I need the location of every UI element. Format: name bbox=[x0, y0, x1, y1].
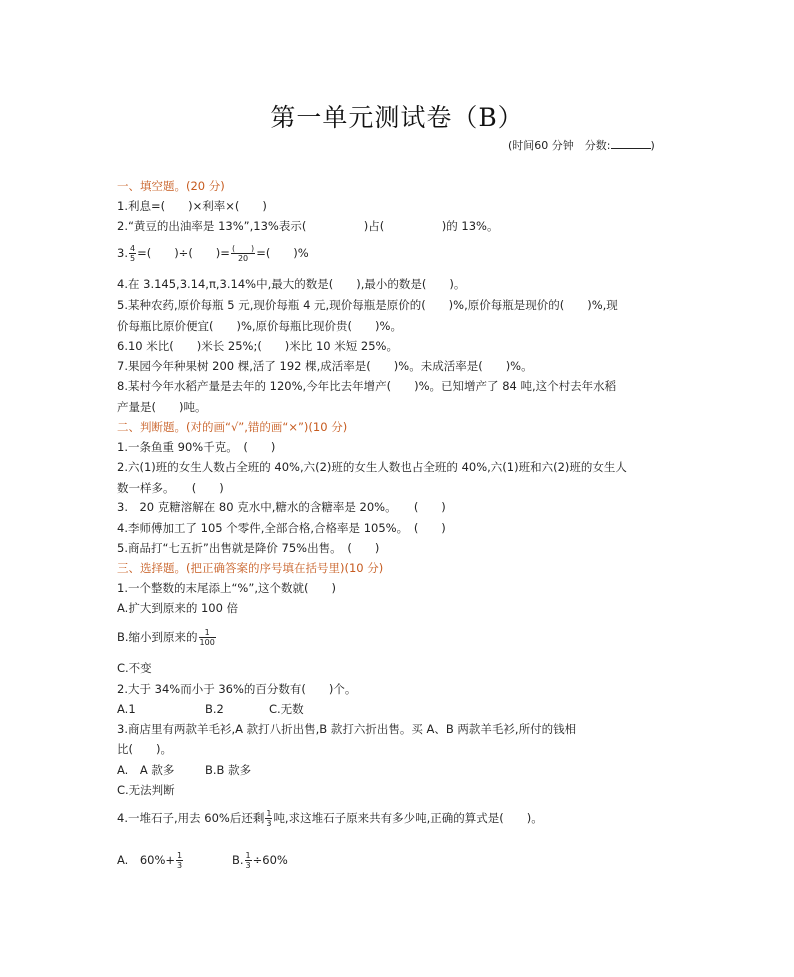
fraction: $\frac{1}{3}$ bbox=[177, 851, 183, 870]
fill-q4: 4.在 3.145,3.14,π,3.14%中,最大的数是( ),最小的数是( )。 bbox=[117, 277, 466, 291]
score-blank bbox=[611, 137, 651, 149]
fraction: $\frac{4}{5}$ bbox=[129, 244, 136, 263]
section-fill-heading: 一、填空题。(20 分) bbox=[117, 179, 225, 193]
fraction: $\frac{1}{3}$ bbox=[266, 809, 272, 828]
exam-meta bbox=[508, 137, 655, 153]
choice-q3-line1: 3.商店里有两款羊毛衫,A 款打八折出售,B 款打六折出售。买 A、B 两款羊毛衫,所付的钱相 bbox=[117, 722, 577, 736]
fraction: $\frac{1}{3}$ bbox=[245, 851, 251, 870]
fill-q3: 3. $\frac{4}{5}$ =( )÷( )= $\frac{( )}{20}$ =( )% bbox=[117, 244, 309, 263]
choice-q1: 1.一个整数的末尾添上“%”,这个数就( ) bbox=[117, 581, 336, 595]
fill-q7: 7.果园今年种果树 200 棵,活了 192 棵,成活率是( )%。未成活率是( )%。 bbox=[117, 359, 533, 373]
option-c: C.无数 bbox=[269, 702, 304, 716]
fill-q2: 2.“黄豆的出油率是 13%”,13%表示( )占( )的 13%。 bbox=[117, 219, 499, 233]
judge-q5: 5.商品打“七五折”出售就是降价 75%出售。 ( ) bbox=[117, 541, 380, 555]
choice-q4-options bbox=[117, 847, 288, 873]
fill-q5-line2: 价每瓶比原价便宜( )%,原价每瓶比现价贵( )%。 bbox=[117, 319, 402, 333]
judge-q2-line1: 2.六(1)班的女生人数占全班的 40%,六(2)班的女生人数也占全班的 40%,六(1)班和六(2)班的女生人 bbox=[117, 460, 627, 474]
choice-q2: 2.大于 34%而小于 36%的百分数有( )个。 bbox=[117, 682, 357, 696]
section-choice-heading: 三、选择题。(把正确答案的序号填在括号里)(10 分) bbox=[117, 561, 384, 575]
choice-q1-option-b: B.缩小到原来的 $\frac{1}{100}$ bbox=[117, 628, 215, 647]
time-score-label: (时间60 分钟 分数: bbox=[508, 139, 611, 152]
fill-q1: 1.利息=( )×利率×( ) bbox=[117, 199, 267, 213]
meta-close: ) bbox=[650, 139, 655, 152]
option-a: A.1 bbox=[117, 702, 136, 716]
option-b: B.2 bbox=[205, 702, 224, 716]
fill-q8-line1: 8.某村今年水稻产量是去年的 120%,今年比去年增产( )%。已知增产了 84 吨,这个村去年水稻 bbox=[117, 379, 617, 393]
choice-q3-option-c: C.无法判断 bbox=[117, 783, 175, 797]
judge-q2-line2: 数一样多。 ( ) bbox=[117, 481, 224, 495]
judge-q1: 1.一条鱼重 90%千克。 ( ) bbox=[117, 440, 276, 454]
fill-q6: 6.10 米比( )米长 25%;( )米比 10 米短 25%。 bbox=[117, 339, 398, 353]
choice-q3-options bbox=[117, 763, 251, 777]
choice-q1-option-a: A.扩大到原来的 100 倍 bbox=[117, 601, 239, 615]
option-b: B.B 款多 bbox=[205, 763, 252, 777]
fraction: $\frac{1}{100}$ bbox=[199, 628, 215, 647]
choice-q2-options bbox=[117, 702, 304, 716]
choice-q4: 4.一堆石子,用去 60%后还剩 $\frac{1}{3}$ 吨,求这堆石子原来共有多少吨,正确的算式是( )。 bbox=[117, 809, 543, 828]
judge-q4: 4.李师傅加工了 105 个零件,全部合格,合格率是 105%。 ( ) bbox=[117, 521, 446, 535]
choice-q1-option-c: C.不变 bbox=[117, 661, 152, 675]
option-b: B. $\frac{1}{3}$ ÷60% bbox=[232, 851, 288, 870]
choice-q3-line2: 比( )。 bbox=[117, 742, 172, 756]
option-a: A. 60%+ $\frac{1}{3}$ bbox=[117, 851, 183, 870]
option-a: A. A 款多 bbox=[117, 763, 175, 777]
judge-q3: 3. 20 克糖溶解在 80 克水中,糖水的含糖率是 20%。 ( ) bbox=[117, 500, 446, 514]
page-title: 第一单元测试卷（B） bbox=[270, 103, 524, 132]
section-judge-heading: 二、判断题。(对的画“√”,错的画“×”)(10 分) bbox=[117, 420, 348, 434]
fraction: $\frac{( )}{20}$ bbox=[231, 244, 255, 263]
fill-q5-line1: 5.某种农药,原价每瓶 5 元,现价每瓶 4 元,现价每瓶是原价的( )%,原价每瓶是现价的( )%,现 bbox=[117, 298, 618, 312]
fill-q8-line2: 产量是( )吨。 bbox=[117, 400, 207, 414]
